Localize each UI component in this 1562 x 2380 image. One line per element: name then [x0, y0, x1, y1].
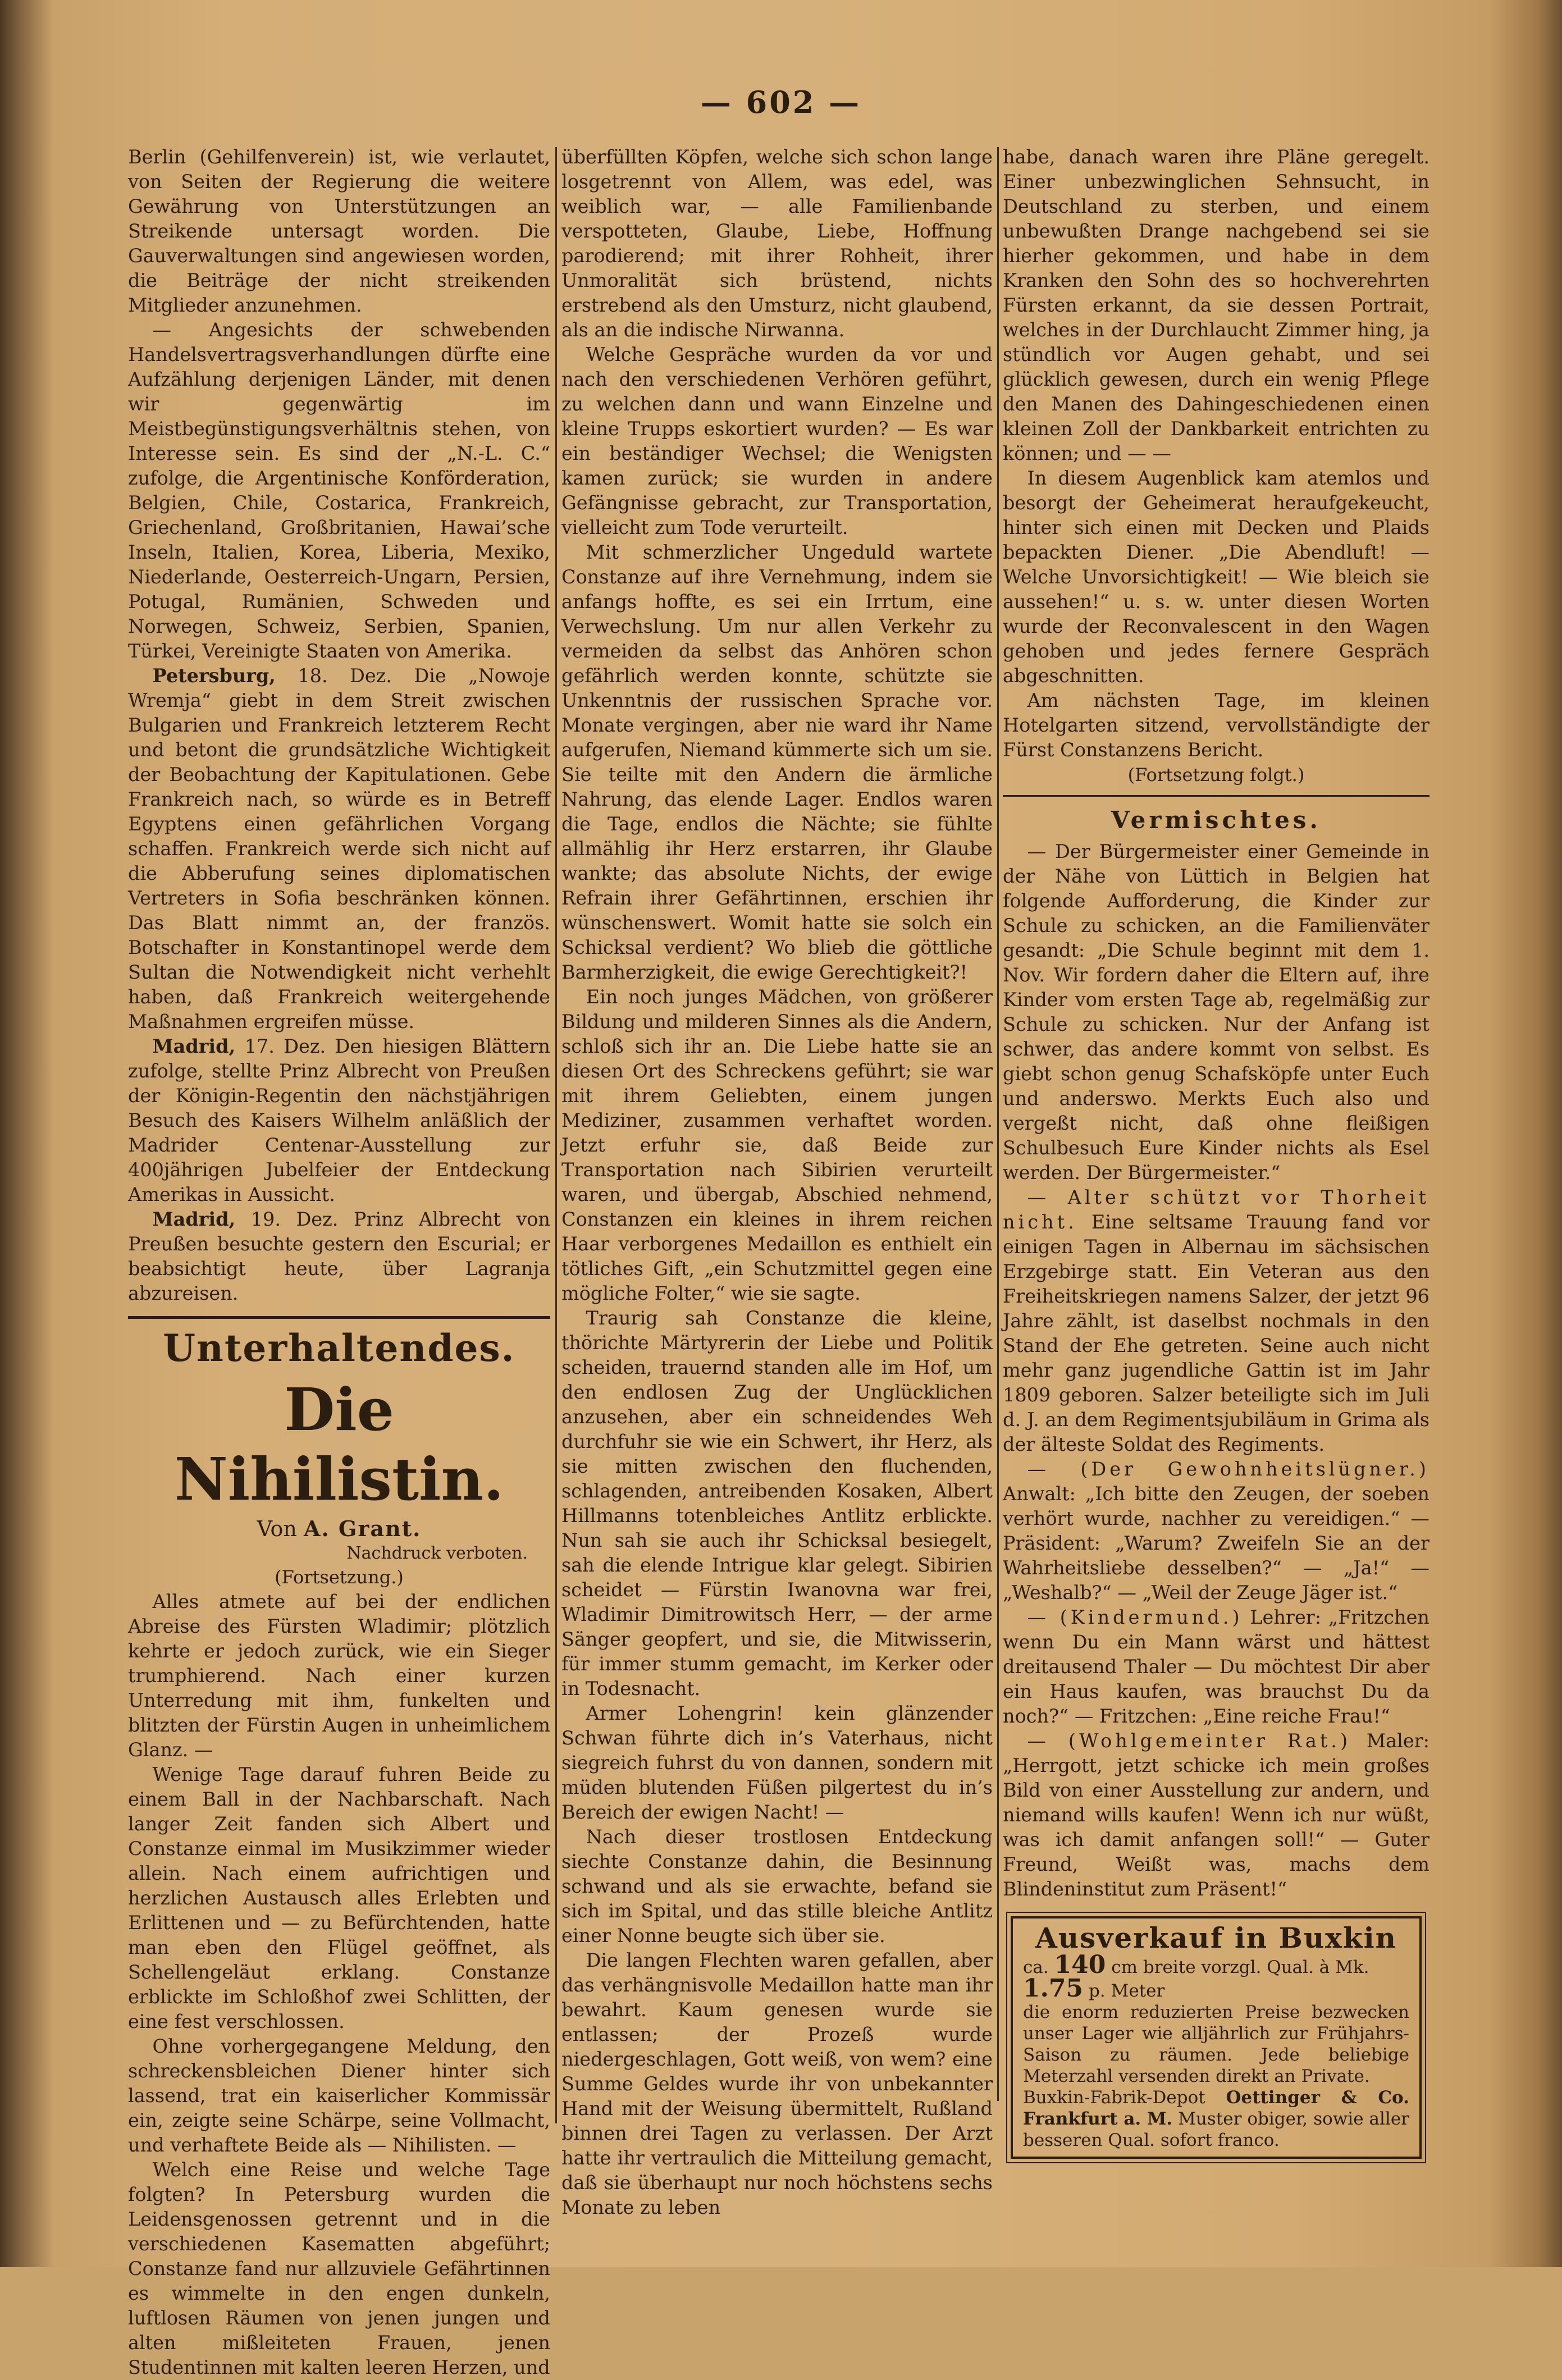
misc-item-text: Maler: „Herrgott, jetzt schicke ich mein großes Bild von einer Ausstellung zur andern, und niemand wills kaufen! Wenn ich nur wüßt, was ich damit anfangen soll!“ — Guter Freund, Weißt was, machs dem Blindeninstitut zum Präsent!“ — [1003, 1730, 1429, 1900]
ad-price: 1.75 — [1023, 1974, 1084, 2003]
misc-item — [1003, 1605, 1429, 1729]
story-paragraph: Nach dieser trostlosen Entdeckung siechte Constanze dahin, die Besinnung schwand und als sie erwachte, befand sie sich im Spital, und das stille bleiche Antlitz einer Nonne beugte sich über sie. — [561, 1826, 993, 1947]
ad-line-price — [1023, 1974, 1409, 2003]
misc-item — [1003, 1185, 1429, 1457]
misc-item-text: Eine seltsame Trauung fand vor einigen Tagen in Albernau im sächsischen Erzgebirge statt. Ein Veteran aus den Freiheitskriegen namens Salzer, der jetzt 96 Jahre zählt, ist daselbst nochmals in den Stand der Ehe getreten. Seine auch nicht mehr ganz jugendliche Gattin ist im Jahr 1809 geboren. Salzer beteiligte sich im Juli d. J. an dem Regimentsjubiläum in Grima als der älteste Soldat des Regiments. — [1003, 1211, 1429, 1455]
dateline-petersburg: Petersburg, — [152, 665, 276, 687]
story-paragraph: Wenige Tage darauf fuhren Beide zu einem Ball in der Nachbarschaft. Nach langer Zeit fanden sich Albert und Constanze einmal im Musikzimmer wieder allein. Nach einem aufrichtigen und herzlichen Austausch alles Erlebten und Erlittenen und — zu Befürchtenden, hatte man eben den Flügel geöffnet, als Schellengeläut erklang. Constanze erblickte im Schloßhof zwei Schlitten, der eine fest verschlossen. — [128, 1764, 550, 2032]
misc-item-heading: — (Der Gewohnheitslügner.) — [1027, 1458, 1429, 1480]
section-heading-vermischtes: Vermischtes. — [1111, 806, 1322, 834]
continuation-note: (Fortsetzung folgt.) — [1127, 764, 1305, 785]
story-title: Die Nihilistin. — [174, 1375, 504, 1514]
misc-item — [1003, 1457, 1429, 1605]
misc-item-heading: — (Wohlgemeinter Rat.) — [1027, 1730, 1351, 1752]
column-2 — [561, 145, 993, 2220]
dateline-madrid-1: Madrid, — [152, 1035, 236, 1057]
section-heading-unterhaltendes: Unterhaltendes. — [163, 1326, 515, 1370]
ad-line1-prefix: ca. — [1023, 1957, 1049, 1977]
story-paragraph: Die langen Flechten waren gefallen, aber das verhängnisvolle Medaillon hatte man ihr bewahrt. Kaum genesen wurde sie entlassen; der Prozeß wurde niedergeschlagen, Gott weiß, von wem? eine Summe Geldes wurde ihr von unbekannter Hand mit der Weisung übermittelt, Rußland binnen drei Tagen zu verlassen. Der Arzt hatte ihr vertraulich die Mitteilung gemacht, daß sie überhaupt nur noch höchstens sechs Monate zu leben — [561, 1949, 993, 2218]
section-divider — [1003, 795, 1429, 797]
misc-item-heading: — (Kindermund.) — [1027, 1606, 1243, 1628]
ad-title: Ausverkauf in Buxkin — [1035, 1921, 1397, 1954]
story-paragraph: In diesem Augenblick kam atemlos und besorgt der Geheimerat heraufgekeucht, hinter sich einen mit Decken und Plaids bepackten Diener. „Die Abendluft! — Welche Unvorsichtigkeit! — Wie bleich sie aussehen!“ u. s. w. unter diesen Worten wurde der Reconvalescent in den Wagen gehoben und jedes fernere Gespräch abgeschnitten. — [1003, 467, 1429, 687]
byline-von: Von — [257, 1516, 297, 1541]
column-3 — [1003, 145, 1429, 2159]
story-paragraph: Welche Gespräche wurden da vor und nach den verschiedenen Verhören geführt, zu welchen dann und wann Einzelne und kleine Trupps eskortiert wurden? — Es war ein beständiger Wechsel; die Wenigsten kamen zurück; sie wurden in andere Gefängnisse gebracht, zur Transportation, vielleicht zum Tode verurteilt. — [561, 344, 993, 538]
reprint-note: Nachdruck verboten. — [346, 1543, 528, 1563]
story-paragraph: Alles atmete auf bei der endlichen Abreise des Fürsten Wladimir; plötzlich kehrte er jedoch zurück, wie ein Sieger trumphierend. Nach einer kurzen Unterredung mit ihm, funkelten und blitzten der Fürstin Augen in unheimlichem Glanz. — — [128, 1591, 550, 1761]
dateline-madrid-2: Madrid, — [152, 1208, 236, 1230]
ad-body: die enorm reduzierten Preise bezwecken unser Lager wie alljährlich zur Frühjahrs-Saison zu räumen. Jede beliebige Meterzahl versenden direkt an Private. — [1023, 2002, 1409, 2086]
section-divider — [128, 1316, 550, 1319]
misc-item — [1003, 1729, 1429, 1902]
story-paragraph: überfüllten Köpfen, welche sich schon lange losgetrennt von Allem, was edel, was weiblich war, — alle Familienbande verspotteten, Glaube, Liebe, Hoffnung parodierend; mit ihrer Rohheit, ihrer Unmoralität sich brüstend, nichts erstrebend als den Umsturz, nicht glaubend, als an die indische Nirwanna. — [561, 146, 993, 341]
byline — [128, 1515, 550, 1542]
ad-firm-line — [1023, 2087, 1409, 2151]
misc-item-text: Anwalt: „Ich bitte den Zeugen, der soeben verhört wurde, nachher zu vereidigen.“ — Präsident: „Warum? Zweifeln Sie an der Wahrheitsliebe desselben?“ — „Ja!“ — „Weshalb?“ — „Weil der Zeuge Jäger ist.“ — [1003, 1483, 1429, 1604]
story-paragraph: habe, danach waren ihre Pläne geregelt. Einer unbezwinglichen Sehnsucht, in Deutschland zu sterben, und einem unbewußten Drange nachgebend sei sie hierher gekommen, und habe in dem Kranken den Sohn des so hochverehrten Fürsten erkannt, da sie dessen Portrait, welches in der Durchlaucht Zimmer hing, ja stündlich vor Augen gehabt, und sei glücklich gewesen, durch ein wenig Pflege den Manen des Dahingeschiedenen einen kleinen Zoll der Dankbarkeit entrichten zu können; und — — — [1003, 146, 1429, 464]
news-trade-treaties: — Angesichts der schwebenden Handelsvertragsverhandlungen dürfte eine Aufzählung derjenigen Länder, mit denen wir gegenwärtig im Meistbegünstigungsverhältnis stehen, von Interesse sein. Es sind der „N.-L. C.“ zufolge, die Argentinische Konförderation, Belgien, Chile, Costarica, Frankreich, Griechenland, Großbritanien, Hawai’sche Inseln, Italien, Korea, Liberia, Mexiko, Niederlande, Oesterreich-Ungarn, Persien, Potugal, Rumänien, Schweden und Norwegen, Schweiz, Serbien, Spanien, Türkei, Vereinigte Staaten von Amerika. — [128, 319, 550, 662]
story-paragraph: Traurig sah Constanze die kleine, thörichte Märtyrerin der Liebe und Politik scheiden, trauernd standen alle im Hof, um den endlosen Zug der Unglücklichen anzusehen, aber ein schneidendes Weh durchfuhr sie wie ein Schwert, ihr Herz, als sie mitten zwischen den fluchenden, schlagenden, antreibenden Kosaken, Albert Hillmanns totenbleiches Antlitz erblickte. Nun sah sie auch ihr Schicksal besiegelt, sah die elende Intrigue klar gelegt. Sibirien scheidet — Fürstin Iwanovna war frei, Wladimir Dimitrowitsch Herr, — der arme Sänger geopfert, und sie, die Mitwisserin, für immer stumm gemacht, im Kerker oder in Todesnacht. — [561, 1307, 993, 1700]
story-paragraph: Ein noch junges Mädchen, von größerer Bildung und milderen Sinnes als die Andern, schloß sich ihr an. Die Liebe hatte sie an diesen Ort des Schreckens geführt; sie war mit ihrem Geliebten, einem jungen Mediziner, zusammen verhaftet worden. Jetzt erfuhr sie, daß Beide zur Transportation nach Sibirien verurteilt waren, und übergab, Abschied nehmend, Constanzen ein kleines in ihrem reichen Haar verborgenes Medaillon es enthielt ein tötliches Gift, „ein Schutzmittel gegen eine mögliche Folter,“ wie sie sagte. — [561, 986, 993, 1304]
misc-item-heading: — Alter schützt vor Thorheit nicht. — [1003, 1186, 1429, 1233]
news-madrid-1 — [128, 1034, 550, 1207]
ad-line1-text: cm breite vorzgl. Qual. à Mk. — [1111, 1957, 1369, 1977]
column-rule-1 — [555, 147, 557, 2123]
story-paragraph: Am nächsten Tage, im kleinen Hotelgarten sitzend, vervollständigte der Fürst Constanzens Bericht. — [1003, 689, 1429, 761]
ad-width: 140 — [1054, 1950, 1106, 1979]
ad-firm-name: Oettinger & Co. Frankfurt a. M. — [1023, 2087, 1409, 2129]
story-paragraph: Ohne vorhergegangene Meldung, den schreckensbleichen Diener hinter sich lassend, trat ein kaiserlicher Kommissär ein, zeigte seine Schärpe, seine Vollmacht, und verhaftete Beide als — Nihilisten. — — [128, 2035, 550, 2156]
page-number: — 602 — — [700, 84, 862, 120]
story-paragraph: Welch eine Reise und welche Tage folgten? In Petersburg wurden die Leidensgenossen getrennt und in die verschiedenen Kasematten abgeführt; Constanze fand nur allzuviele Gefährtinnen es wimmelte in den engen dunkeln, luftlosen Räumen von jenen jungen und alten mißleiteten Frauen, jenen Studentinnen mit kalten leeren Herzen, und — [128, 2159, 550, 2378]
story-paragraph: Mit schmerzlicher Ungeduld wartete Constanze auf ihre Vernehmung, indem sie anfangs hoffte, es sei ein Irrtum, eine Verwechslung. Um nur allen Verkehr zu vermeiden da selbst das Anhören schon gefährlich werden konnte, schützte sie Unkenntnis der russischen Sprache vor. Monate vergingen, aber nie ward ihr Name aufgerufen, Niemand kümmerte sich um sie. Sie teilte mit den Andern die ärmliche Nahrung, das elende Lager. Endlos waren die Tage, endlos die Nächte; sie fühlte allmählig ihr Herz erstarren, ihr Glaube wankte; das absolute Nichts, der ewige Refrain ihrer Gefährtinnen, erschien ihr wünschenswert. Womit hatte sie solch ein Schicksal verdient? Wo blieb die göttliche Barmherzigkeit, die ewige Gerechtigkeit?! — [561, 541, 993, 983]
ad-price-unit: p. Meter — [1089, 1981, 1165, 2001]
continuation-note: (Fortsetzung.) — [275, 1566, 404, 1588]
misc-item: — Der Bürgermeister einer Gemeinde in der Nähe von Lüttich in Belgien hat folgende Aufforderung, die Kinder zur Schule zu schicken, an die Familienväter gesandt: „Die Schule beginnt mit dem 1. Nov. Wir fordern daher die Eltern auf, ihre Kinder vom ersten Tage ab, regelmäßig zur Schule zu schicken. Nur der Anfang ist schwer, das andere kommt von selbst. Es giebt schon genug Schafsköpfe unter Euch und anderswo. Merkts Euch also und vergeßt nicht, daß ohne fleißigen Schulbesuch Eure Kinder nichts als Esel werden. Der Bürgermeister.“ — [1003, 840, 1429, 1184]
column-rule-2 — [997, 147, 999, 2101]
news-madrid-2 — [128, 1207, 550, 1306]
news-berlin: Berlin (Gehilfenverein) ist, wie verlautet, von Seiten der Regierung die weitere Gewährung von Unterstützungen an Streikende untersagt worden. Die Gauverwaltungen sind angewiesen worden, die Beiträge der nicht streikenden Mitglieder anzunehmen. — [128, 146, 550, 316]
ad-firm-tail: Muster obiger, sowie aller besseren Qual. sofort franco. — [1023, 2109, 1409, 2150]
news-madrid-2-text: 19. Dez. Prinz Albrecht von Preußen besuchte gestern den Escurial; er beabsichtigt heute, über Lagranja abzureisen. — [128, 1208, 550, 1304]
news-petersburg-text: 18. Dez. Die „Nowoje Wremja“ giebt in dem Streit zwischen Bulgarien und Frankreich letzterem Recht und betont die grundsätzliche Wichtigkeit der Beobachtung der Kapitulationen. Gebe Frankreich nach, so würde es in Betreff Egyptens einen gefährlichen Vorgang schaffen. Frankreich werde sich nicht auf die Abberufung seines diplomatischen Vertreters in Sofia beschränken können. Das Blatt nimmt an, der französ. Botschafter in Konstantinopel werde dem Sultan die Notwendigkeit nicht verhehlt haben, daß Frankreich weitergehende Maßnahmen ergreifen müsse. — [128, 665, 550, 1033]
column-1 — [128, 145, 550, 2380]
story-paragraph: Armer Lohengrin! kein glänzender Schwan führte dich in’s Vaterhaus, nicht siegreich fuhrst du von dannen, sondern mit müden blutenden Füßen pilgertest du in’s Bereich der ewigen Nacht! — — [561, 1702, 993, 1823]
news-petersburg — [128, 664, 550, 1034]
advertisement — [1011, 1916, 1422, 2159]
news-madrid-1-text: 17. Dez. Den hiesigen Blättern zufolge, stellte Prinz Albrecht von Preußen der Königin-Regentin den nächstjährigen Besuch des Kaisers Wilhelm anläßlich der Madrider Centenar-Ausstellung zur 400jährigen Jubelfeier der Entdeckung Amerikas in Aussicht. — [128, 1035, 550, 1205]
misc-item-text: Lehrer: „Fritzchen wenn Du ein Mann wärst und hättest dreitausend Thaler — Du möchtest Dir aber ein Haus kaufen, was brauchst Du da noch?“ — Fritzchen: „Eine reiche Frau!“ — [1003, 1606, 1429, 1727]
ad-firm-prefix: Buxkin-Fabrik-Depot — [1023, 2087, 1205, 2108]
byline-author: A. Grant. — [303, 1516, 422, 1541]
